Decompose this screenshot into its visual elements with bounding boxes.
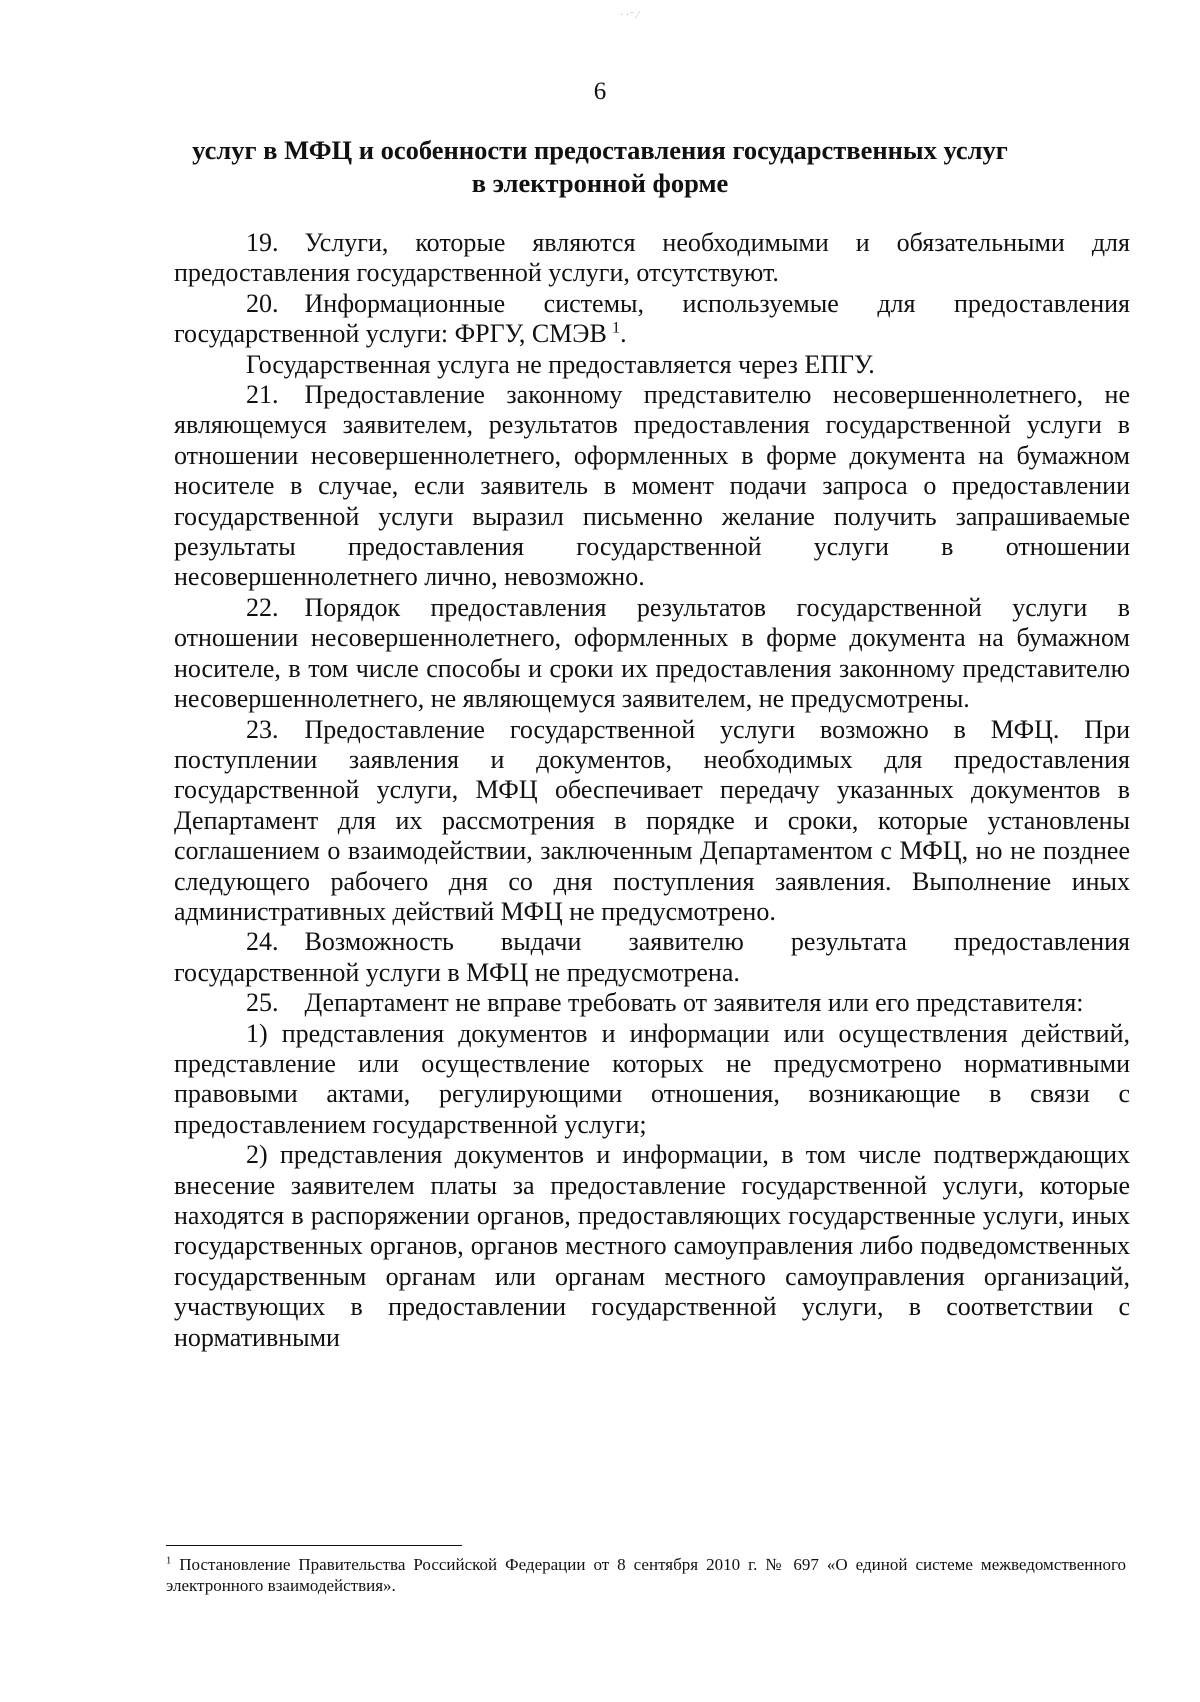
paragraph-23: 23. Предоставление государственной услуги возможно в МФЦ. При поступлении заявления и документов, необходимых для предоставления государственной услуги, МФЦ обеспечивает передачу указанных документов в Департамент для их рассмотрения в порядке и сроки, которые установлены соглашением о взаимодействии, заключенным Департаментом с МФЦ, но не позднее следующего рабочего дня со дня поступления заявления. Выполнение иных административных действий МФЦ не предусмотрено. (174, 714, 1130, 926)
paragraph-20-end: . (620, 319, 627, 349)
footnote (166, 1554, 1126, 1596)
paragraph-epgu: Государственная услуга не предоставляется через ЕПГУ. (246, 349, 875, 379)
paragraph-21: 21. Предоставление законному представителю несовершеннолетнего, не являющемуся заявителем, результатов предоставления государственной услуги в отношении несовершеннолетнего, оформленных в форме документа на бумажном носителе в случае, если заявитель в момент подачи запроса о предоставлении государственной услуги выразил письменно желание получить запрашиваемые результаты предоставления государственной услуги в отношении несовершеннолетнего лично, невозможно. (174, 380, 1130, 592)
scan-artifact: · ·⁻ ⁄ (620, 10, 639, 21)
footnote-marker: 1 (166, 1555, 172, 1567)
paragraph-20 (174, 289, 1130, 350)
footnote-text: Постановление Правительства Российской Федерации от 8 сентября 2010 г. № 697 «О единой системе межведомственного электронного взаимодействия». (166, 1555, 1127, 1595)
list-item-1: 1) представления документов и информации или осуществления действий, представление или осуществление которых не предусмотрено нормативными правовыми актами, регулирующими отношения, возникающие в связи с предоставлением государственной услуги; (174, 1018, 1130, 1139)
page-number: 6 (593, 78, 607, 105)
paragraph-19: 19. Услуги, которые являются необходимыми и обязательными для предоставления государственной услуги, отсутствуют. (174, 228, 1130, 288)
paragraph-22: 22. Порядок предоставления результатов государственной услуги в отношении несовершеннолетнего, оформленных в форме документа на бумажном носителе, в том числе способы и сроки их предоставления законному представителю несовершеннолетнего, не являющемуся заявителем, не предусмотрены. (174, 592, 1130, 714)
heading-line-2: в электронной форме (471, 168, 729, 198)
footnote-reference: 1 (612, 319, 621, 337)
list-item-2: 2) представления документов и информации, в том числе подтверждающих внесение заявителем платы за предоставление государственной услуги, которые находятся в распоряжении органов, предоставляющих государственные услуги, иных государственных органов, органов местного самоуправления либо подведомственных государственным органам или органам местного самоуправления организаций, участвующих в предоставлении государственной услуги, в соответствии с нормативными (174, 1140, 1130, 1352)
section-heading (190, 134, 1010, 200)
paragraph-20-text: 20. Информационные системы, используемые для предоставления государственной услуги: ФРГУ, СМЭВ (174, 288, 1130, 349)
heading-line-1: услуг в МФЦ и особенности предоставления государственных услуг (192, 135, 1008, 165)
document-body (174, 228, 1130, 1353)
paragraph-25: 25. Департамент не вправе требовать от заявителя или его представителя: (246, 988, 1084, 1018)
paragraph-24: 24. Возможность выдачи заявителю результата предоставления государственной услуги в МФЦ не предусмотрена. (174, 927, 1130, 987)
footnote-divider (166, 1545, 462, 1547)
